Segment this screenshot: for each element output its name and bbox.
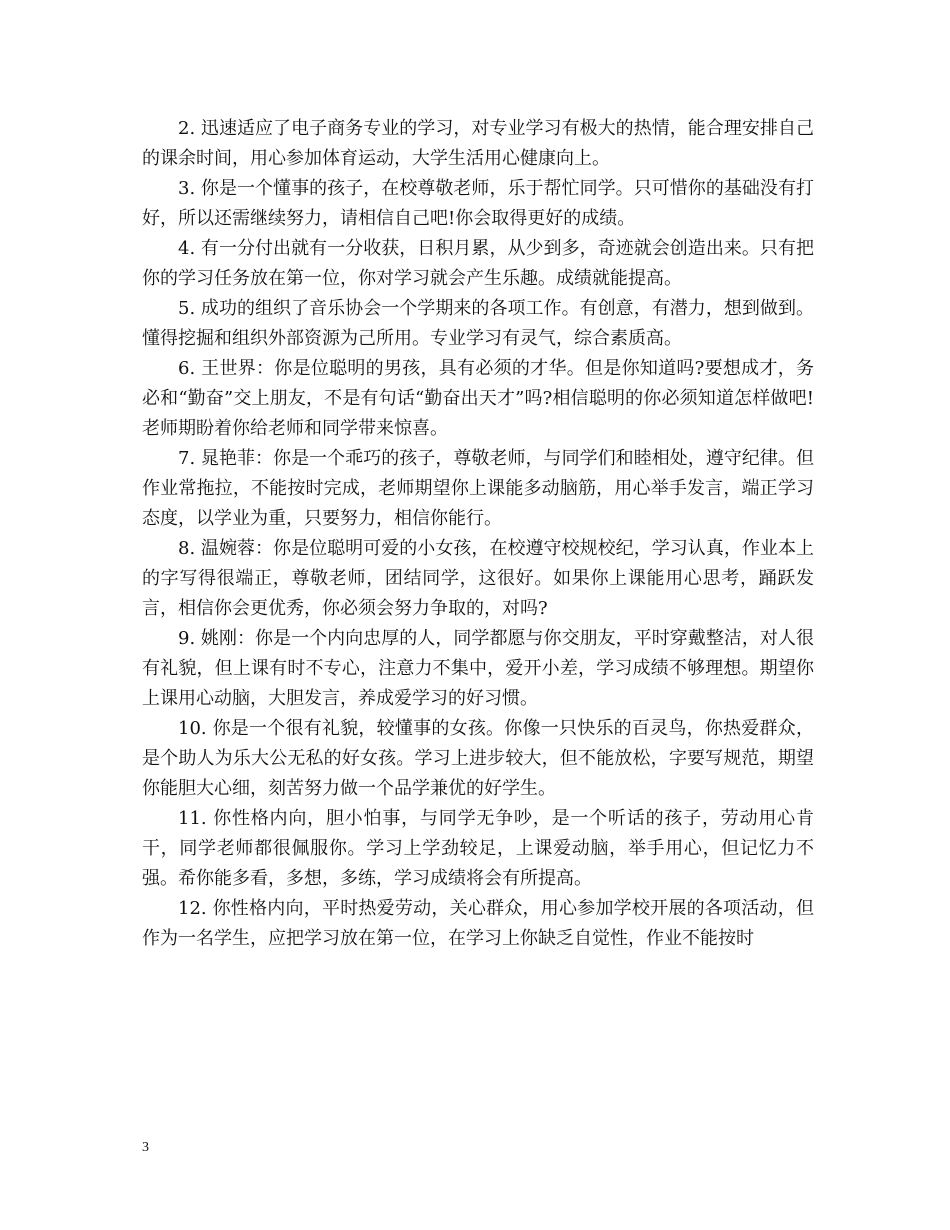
page-number: 3 — [142, 1140, 149, 1155]
paragraph-7: 7. 晁艳菲：你是一个乖巧的孩子，尊敬老师，与同学们和睦相处，遵守纪律。但作业常拖拉，不能按时完成，老师期望你上课能多动脑筋，用心举手发言，端正学习态度，以学业为重，只要努力，相信你能行。 — [142, 448, 814, 529]
paragraph-8: 8. 温婉蓉：你是位聪明可爱的小女孩，在校遵守校规校纪，学习认真，作业本上的字写得很端正，尊敬老师，团结同学，这很好。如果你上课能用心思考，踊跃发言，相信你会更优秀，你必须会努力争取的，对吗? — [142, 538, 814, 619]
paragraph-11: 11. 你性格内向，胆小怕事，与同学无争吵，是一个听话的孩子，劳动用心肯干，同学老师都很佩服你。学习上学劲较足，上课爱动脑，举手用心，但记忆力不强。希你能多看，多想，多练，学习成绩将会有所提高。 — [142, 808, 814, 889]
paragraph-6: 6. 王世界：你是位聪明的男孩，具有必须的才华。但是你知道吗?要想成才，务必和“勤奋”交上朋友，不是有句话“勤奋出天才”吗?相信聪明的你必须知道怎样做吧!老师期盼着你给老师和同学带来惊喜。 — [142, 358, 814, 439]
paragraph-9: 9. 姚刚：你是一个内向忠厚的人，同学都愿与你交朋友，平时穿戴整洁，对人很有礼貌，但上课有时不专心，注意力不集中，爱开小差，学习成绩不够理想。期望你上课用心动脑，大胆发言，养成爱学习的好习惯。 — [142, 628, 814, 709]
paragraph-12: 12. 你性格内向，平时热爱劳动，关心群众，用心参加学校开展的各项活动，但作为一名学生，应把学习放在第一位，在学习上你缺乏自觉性，作业不能按时 — [142, 898, 814, 949]
paragraph-2: 2. 迅速适应了电子商务专业的学习，对专业学习有极大的热情，能合理安排自己的课余时间，用心参加体育运动，大学生活用心健康向上。 — [142, 118, 814, 169]
document-body — [142, 114, 814, 954]
paragraph-10: 10. 你是一个很有礼貌，较懂事的女孩。你像一只快乐的百灵鸟，你热爱群众，是个助人为乐大公无私的好女孩。学习上进步较大，但不能放松，字要写规范，期望你能胆大心细，刻苦努力做一个品学兼优的好学生。 — [142, 718, 814, 799]
paragraph-4: 4. 有一分付出就有一分收获，日积月累，从少到多，奇迹就会创造出来。只有把你的学习任务放在第一位，你对学习就会产生乐趣。成绩就能提高。 — [142, 238, 814, 289]
paragraph-3: 3. 你是一个懂事的孩子，在校尊敬老师，乐于帮忙同学。只可惜你的基础没有打好，所以还需继续努力，请相信自己吧!你会取得更好的成绩。 — [142, 178, 814, 229]
paragraph-5: 5. 成功的组织了音乐协会一个学期来的各项工作。有创意，有潜力，想到做到。懂得挖掘和组织外部资源为己所用。专业学习有灵气，综合素质高。 — [142, 298, 814, 349]
